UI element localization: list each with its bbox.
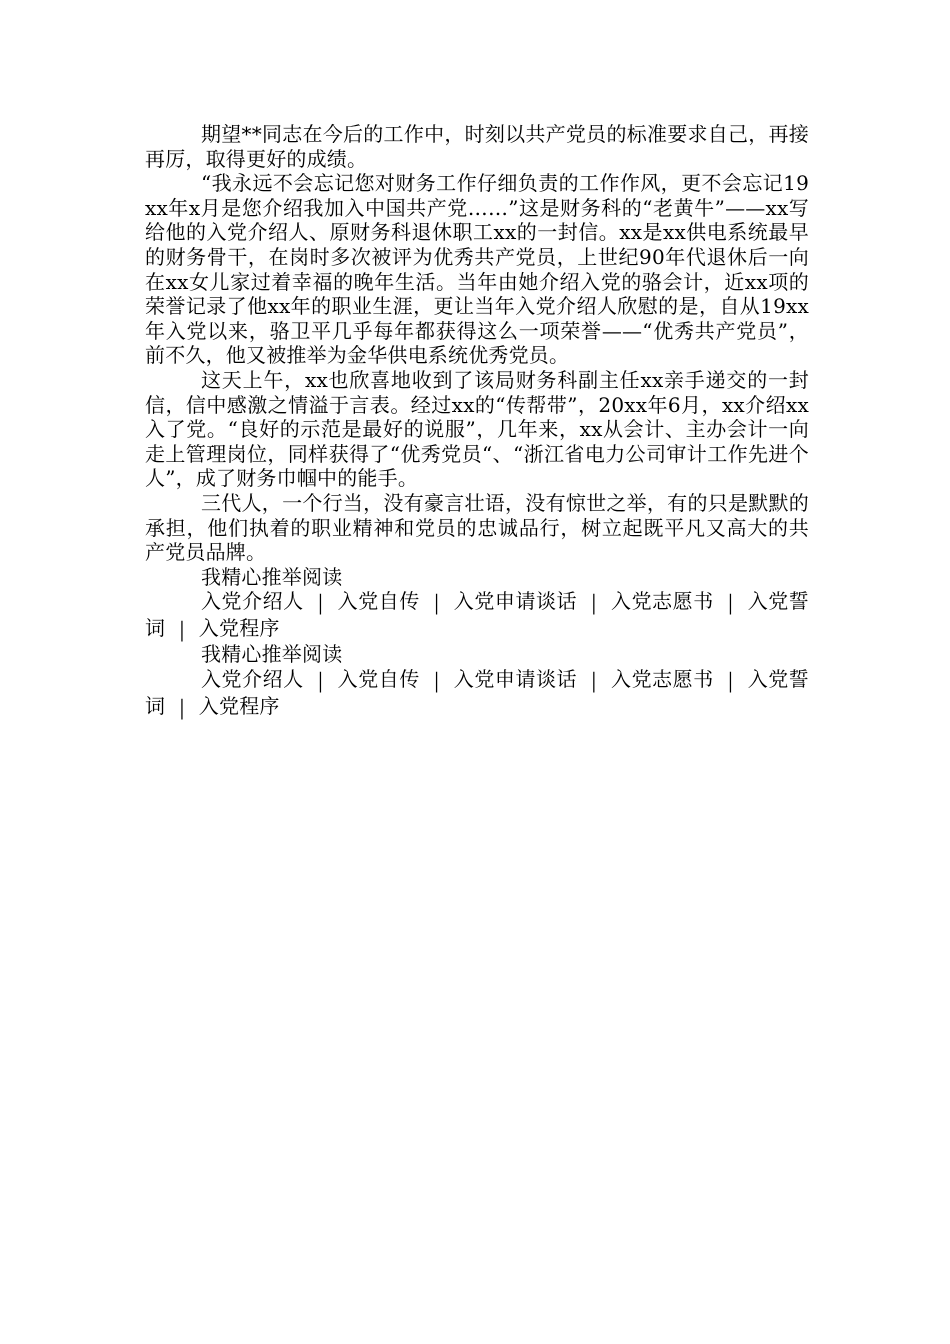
link-procedure[interactable]: 入党程序 [198,693,280,718]
link-oath[interactable]: 入党誓词 [145,589,809,640]
link-autobiography[interactable]: 入党自传 [337,667,420,692]
separator: | [727,667,734,693]
separator: | [179,616,185,642]
link-procedure[interactable]: 入党程序 [198,615,280,640]
link-introducer[interactable]: 入党介绍人 [201,589,304,614]
link-application-talk[interactable]: 入党申请谈话 [453,667,578,692]
paragraph: “我永远不会忘记您对财务工作仔细负责的工作作风，更不会忘记19xx年x月是您介绍我加入中国共产党……”这是财务科的“老黄牛”——xx写给他的入党介绍人、原财务科退休职工xx的一封信。xx是xx供电系统最早的财务骨干，在岗时多次被评为优秀共产党员，上世纪90年代退休后一向在xx女儿家过着幸福的晚年生活。当年由她介绍入党的骆会计，近xx项的荣誉记录了他xx年的职业生涯，更让当年入党介绍人欣慰的是，自从19xx年入党以来，骆卫平几乎每年都获得这么一项荣誉——“优秀共产党员”，前不久，他又被推举为金华供电系统优秀党员。 [145,171,809,368]
separator: | [727,590,734,615]
recommend-title: 我精心推举阅读 [201,564,343,589]
link-autobiography[interactable]: 入党自传 [337,589,420,614]
link-volunteer-form[interactable]: 入党志愿书 [610,589,714,614]
link-oath[interactable]: 入党誓词 [145,667,809,718]
recommend-title: 我精心推举阅读 [201,642,343,667]
separator: | [317,590,324,615]
paragraph: 期望**同志在今后的工作中，时刻以共产党员的标准要求自己，再接再厉，取得更好的成绩。 [145,122,809,171]
link-introducer[interactable]: 入党介绍人 [201,667,304,692]
separator: | [433,590,440,615]
recommend-links [145,667,809,720]
link-application-talk[interactable]: 入党申请谈话 [453,589,578,614]
separator: | [317,667,324,693]
paragraph: 这天上午，xx也欣喜地收到了该局财务科副主任xx亲手递交的一封信，信中感激之情溢于言表。经过xx的“传帮带”，20xx年6月，xx介绍xx入了党。“良好的示范是最好的说服”，几年来，xx从会计、主办会计一向走上管理岗位，同样获得了“优秀党员“、“浙江省电力公司审计工作先进个人”，成了财务巾帼中的能手。 [145,367,809,491]
separator: | [591,590,597,615]
paragraph: 三代人，一个行当，没有豪言壮语，没有惊世之举，有的只是默默的承担，他们执着的职业精神和党员的忠诚品行，树立起既平凡又高大的共产党员品牌。 [145,490,809,565]
separator: | [591,667,597,693]
link-volunteer-form[interactable]: 入党志愿书 [610,667,714,692]
separator: | [433,667,440,693]
document-page [145,122,809,720]
recommend-links [145,589,809,642]
separator: | [179,694,185,720]
